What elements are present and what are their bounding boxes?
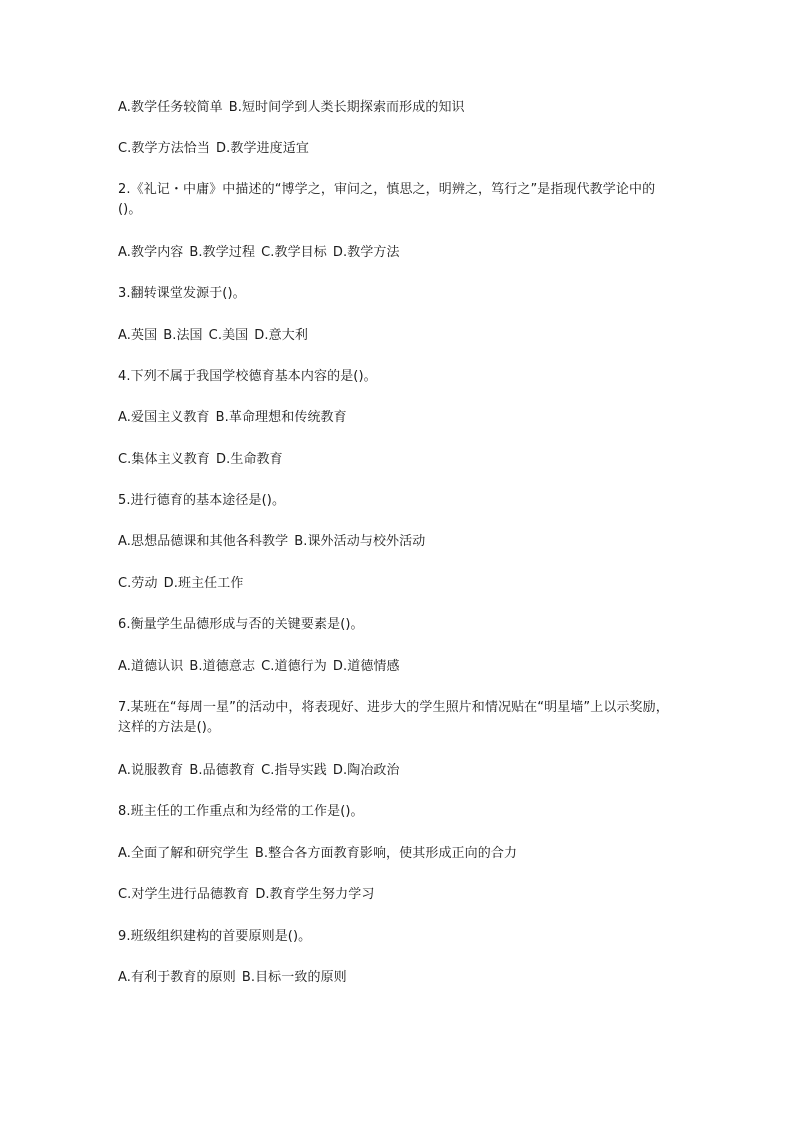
option-item: D.教学进度适宜 bbox=[216, 141, 309, 156]
option-row bbox=[118, 844, 517, 864]
question-text: 2.《礼记・中庸》中描述的“博学之，审问之，慎思之，明辨之，笃行之”是指现代教学论中的()。 bbox=[118, 182, 656, 217]
option-row bbox=[118, 326, 308, 346]
question-text: 9.班级组织建构的首要原则是()。 bbox=[118, 929, 312, 944]
option-row bbox=[118, 98, 465, 118]
option-item: C.集体主义教育 bbox=[118, 452, 211, 467]
option-item: C.对学生进行品德教育 bbox=[118, 887, 250, 902]
option-item: B.短时间学到人类长期探索而形成的知识 bbox=[228, 100, 465, 115]
option-row bbox=[118, 574, 243, 594]
option-item: C.美国 bbox=[208, 328, 249, 343]
option-item: D.教学方法 bbox=[332, 245, 400, 260]
option-item: B.品德教育 bbox=[189, 763, 256, 778]
question-text: 7.某班在“每周一星”的活动中，将表现好、进步大的学生照片和情况贴在“明星墙”上以示奖励，这样的方法是()。 bbox=[118, 700, 669, 735]
option-item: D.生命教育 bbox=[216, 452, 283, 467]
option-item: C.教学方法恰当 bbox=[118, 141, 211, 156]
option-item: A.教学内容 bbox=[118, 245, 184, 260]
option-item: A.英国 bbox=[118, 328, 158, 343]
option-row bbox=[118, 450, 283, 470]
option-item: A.爱国主义教育 bbox=[118, 410, 210, 425]
option-item: D.道德情感 bbox=[332, 659, 400, 674]
option-item: A.有利于教育的原则 bbox=[118, 970, 236, 985]
option-row bbox=[118, 408, 347, 428]
option-row bbox=[118, 657, 400, 677]
question-text: 5.进行德育的基本途径是()。 bbox=[118, 493, 286, 508]
option-row bbox=[118, 968, 347, 988]
option-item: B.道德意志 bbox=[189, 659, 256, 674]
question-text: 3.翻转课堂发源于()。 bbox=[118, 286, 246, 301]
option-item: B.革命理想和传统教育 bbox=[215, 410, 347, 425]
option-item: A.道德认识 bbox=[118, 659, 184, 674]
option-item: D.意大利 bbox=[254, 328, 308, 343]
option-item: D.陶冶政治 bbox=[332, 763, 400, 778]
option-item: C.道德行为 bbox=[261, 659, 327, 674]
option-row bbox=[118, 761, 400, 781]
option-item: B.课外活动与校外活动 bbox=[294, 534, 426, 549]
option-item: C.指导实践 bbox=[261, 763, 327, 778]
option-item: A.全面了解和研究学生 bbox=[118, 846, 249, 861]
option-row bbox=[118, 532, 425, 552]
option-row bbox=[118, 243, 400, 263]
option-item: B.法国 bbox=[163, 328, 203, 343]
question-text: 4.下列不属于我国学校德育基本内容的是()。 bbox=[118, 369, 377, 384]
option-item: C.教学目标 bbox=[261, 245, 327, 260]
option-item: B.目标一致的原则 bbox=[241, 970, 347, 985]
option-item: A.教学任务较简单 bbox=[118, 100, 223, 115]
question-text: 8.班主任的工作重点和为经常的工作是()。 bbox=[118, 804, 364, 819]
option-row bbox=[118, 885, 374, 905]
option-item: A.说服教育 bbox=[118, 763, 184, 778]
option-item: C.劳动 bbox=[118, 576, 158, 591]
option-item: B.教学过程 bbox=[189, 245, 256, 260]
option-item: D.教育学生努力学习 bbox=[255, 887, 375, 902]
option-item: D.班主任工作 bbox=[163, 576, 244, 591]
option-row bbox=[118, 139, 309, 159]
option-item: B.整合各方面教育影响，使其形成正向的合力 bbox=[254, 846, 518, 861]
question-text: 6.衡量学生品德形成与否的关键要素是()。 bbox=[118, 617, 364, 632]
option-item: A.思想品德课和其他各科教学 bbox=[118, 534, 289, 549]
